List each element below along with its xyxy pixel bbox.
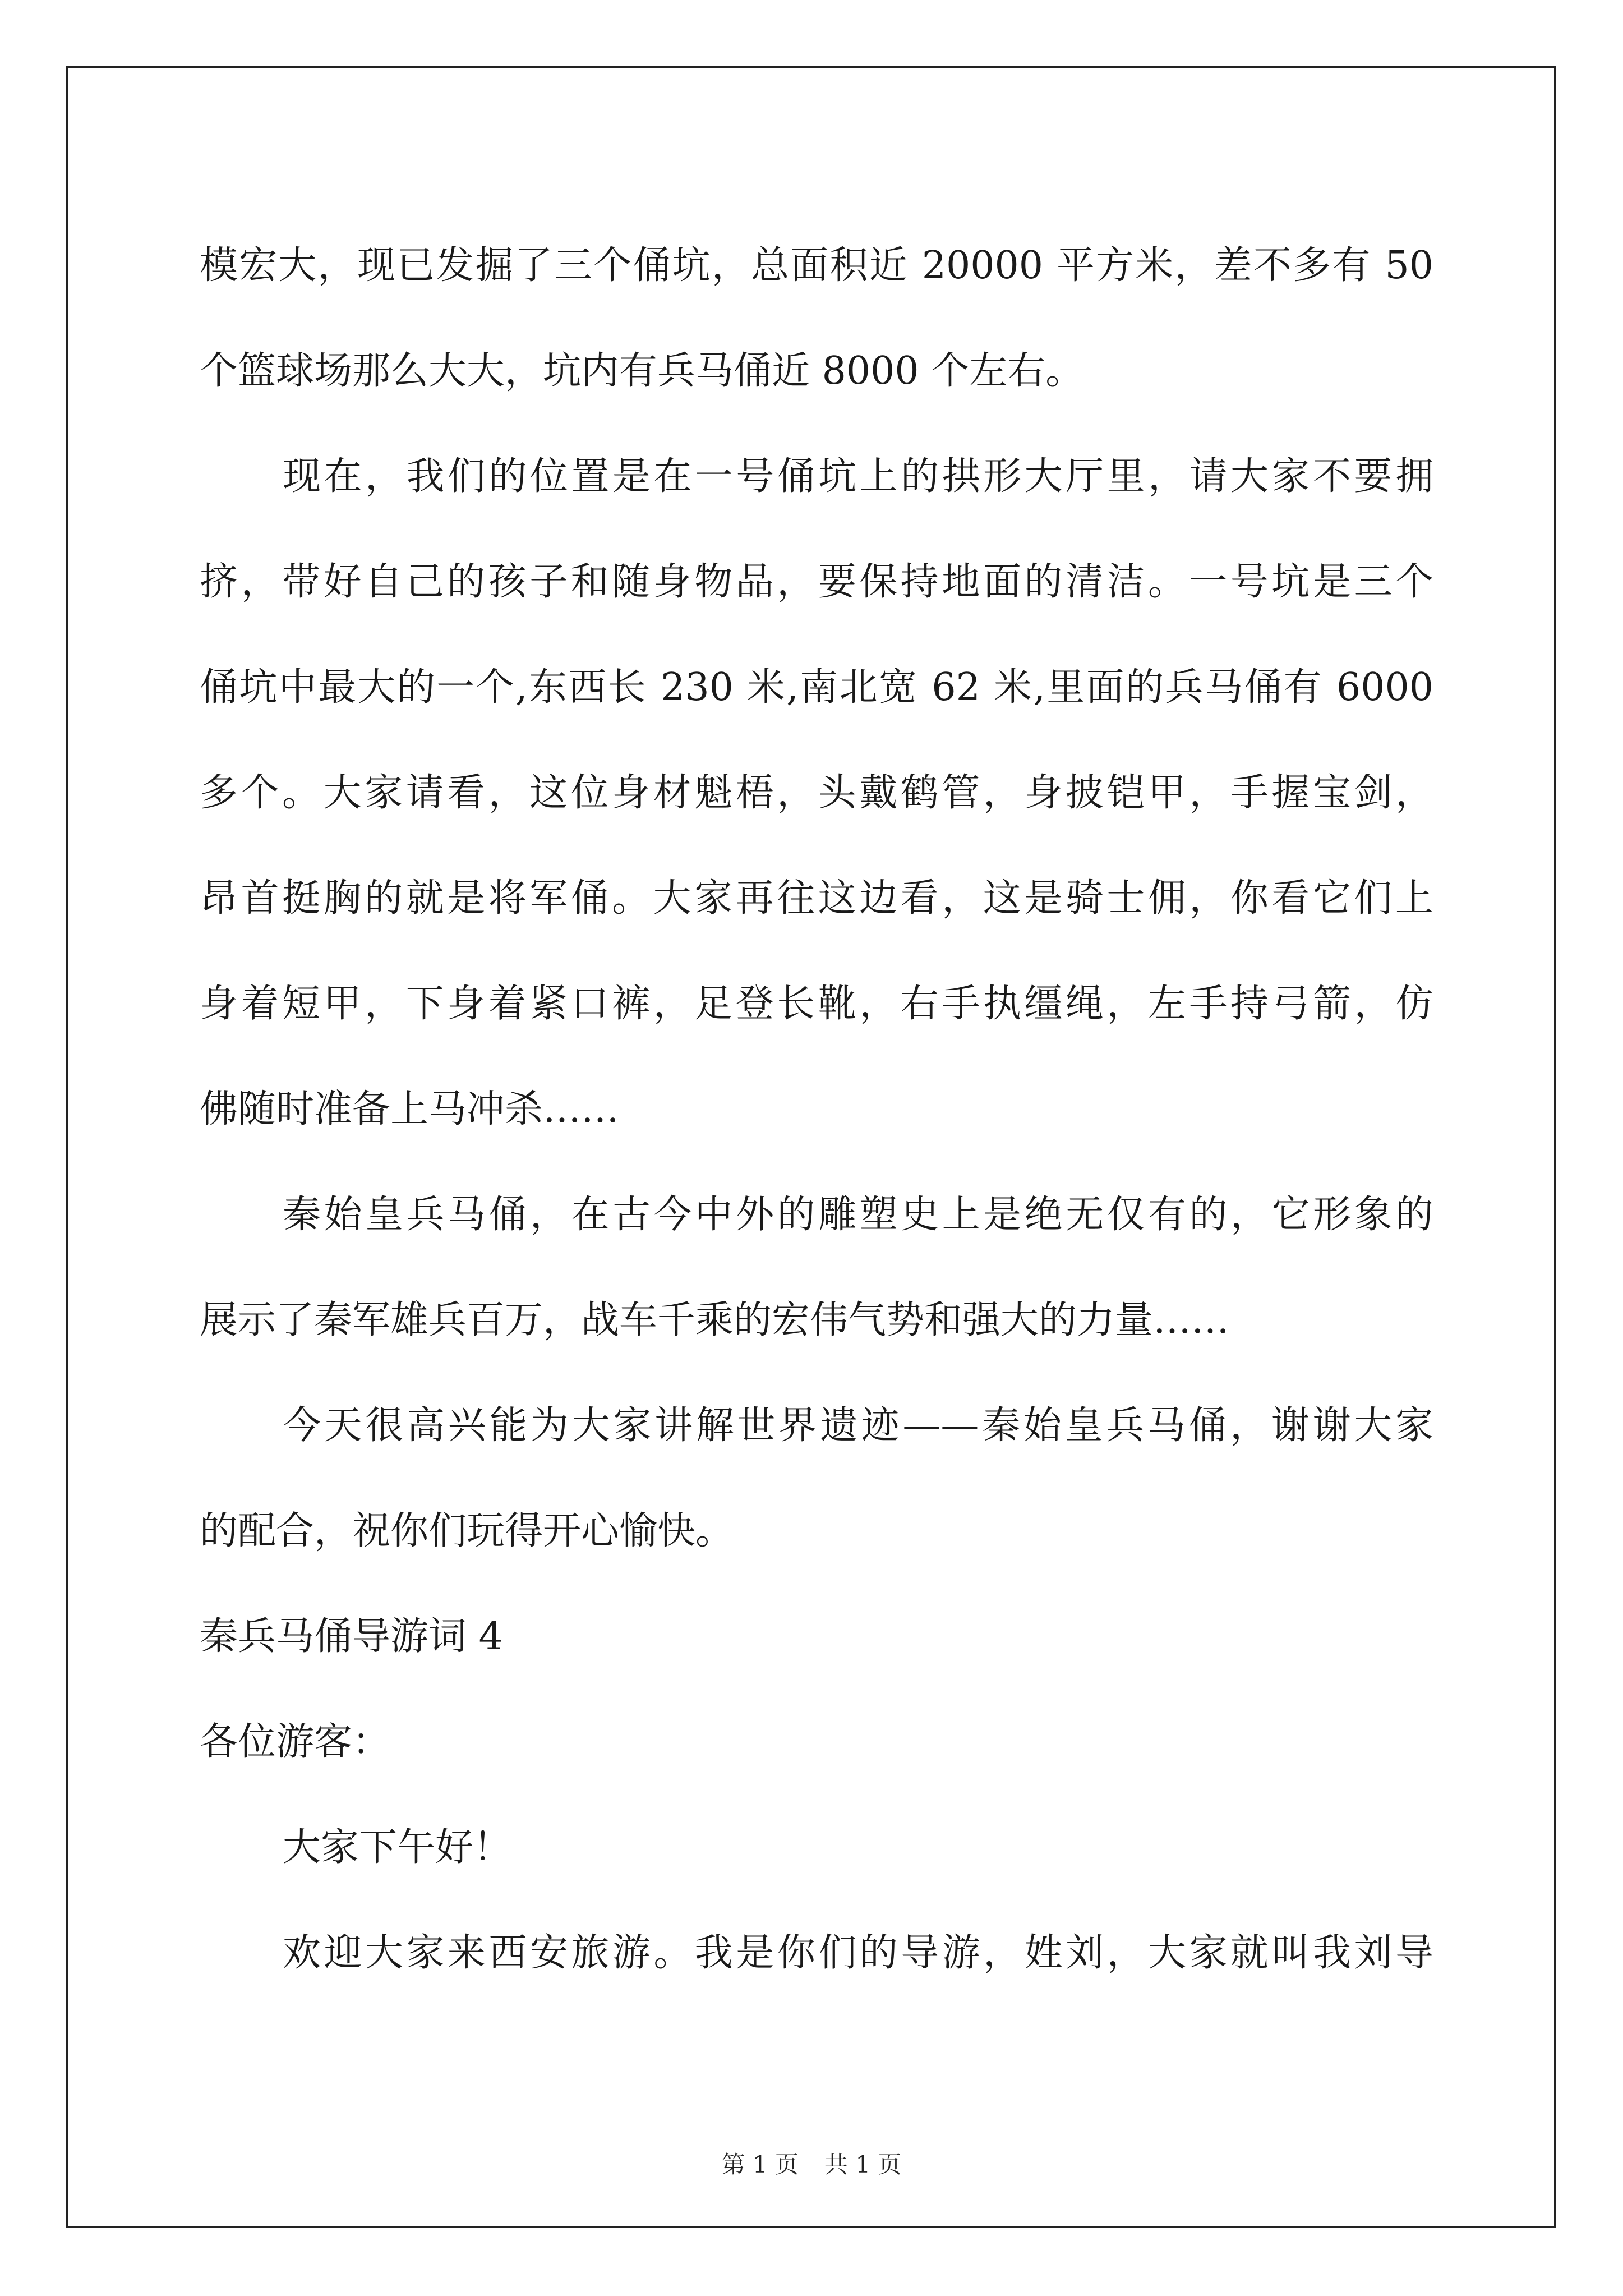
text-line-8: 身着短甲，下身着紧口裤，足登长靴，右手执缰绳，左手持弓箭，仿 — [200, 982, 1433, 1026]
page-footer — [0, 2146, 1623, 2180]
text-line-2: 个篮球场那么大大，坑内有兵马俑近 8000 个左右。 — [200, 349, 1084, 393]
greeting: 大家下午好！ — [283, 1825, 512, 1870]
text-line-1: 模宏大，现已发掘了三个俑坑，总面积近 20000 平方米，差不多有 50 — [200, 243, 1433, 288]
text-line-9: 佛随时准备上马冲杀…… — [200, 1087, 620, 1131]
text-line-3: 现在，我们的位置是在一号俑坑上的拱形大厅里，请大家不要拥 — [283, 454, 1433, 499]
text-line-11: 展示了秦军雄兵百万，战车千乘的宏伟气势和强大的力量…… — [200, 1298, 1230, 1342]
text-line-12: 今天很高兴能为大家讲解世界遗迹——秦始皇兵马俑，谢谢大家 — [283, 1404, 1433, 1448]
text-line-17: 欢迎大家来西安旅游。我是你们的导游，姓刘，大家就叫我刘导 — [283, 1931, 1433, 1975]
text-line-5: 俑坑中最大的一个,东西长 230 米,南北宽 62 米,里面的兵马俑有 6000 — [200, 665, 1433, 710]
text-line-7: 昂首挺胸的就是将军俑。大家再往这边看，这是骑士佣，你看它们上 — [200, 876, 1433, 921]
salutation: 各位游客： — [200, 1720, 391, 1764]
text-line-6: 多个。大家请看，这位身材魁梧，头戴鹤管，身披铠甲，手握宝剑， — [200, 771, 1433, 815]
text-line-13: 的配合，祝你们玩得开心愉快。 — [200, 1509, 734, 1553]
text-line-4: 挤，带好自己的孩子和随身物品，要保持地面的清洁。一号坑是三个 — [200, 560, 1433, 604]
page-total: 共 1 页 — [824, 2151, 902, 2178]
section-heading: 秦兵马俑导游词 4 — [200, 1614, 503, 1659]
page-number: 第 1 页 — [721, 2151, 799, 2178]
text-line-10: 秦始皇兵马俑，在古今中外的雕塑史上是绝无仅有的，它形象的 — [283, 1193, 1433, 1237]
document-body — [200, 213, 1433, 2006]
